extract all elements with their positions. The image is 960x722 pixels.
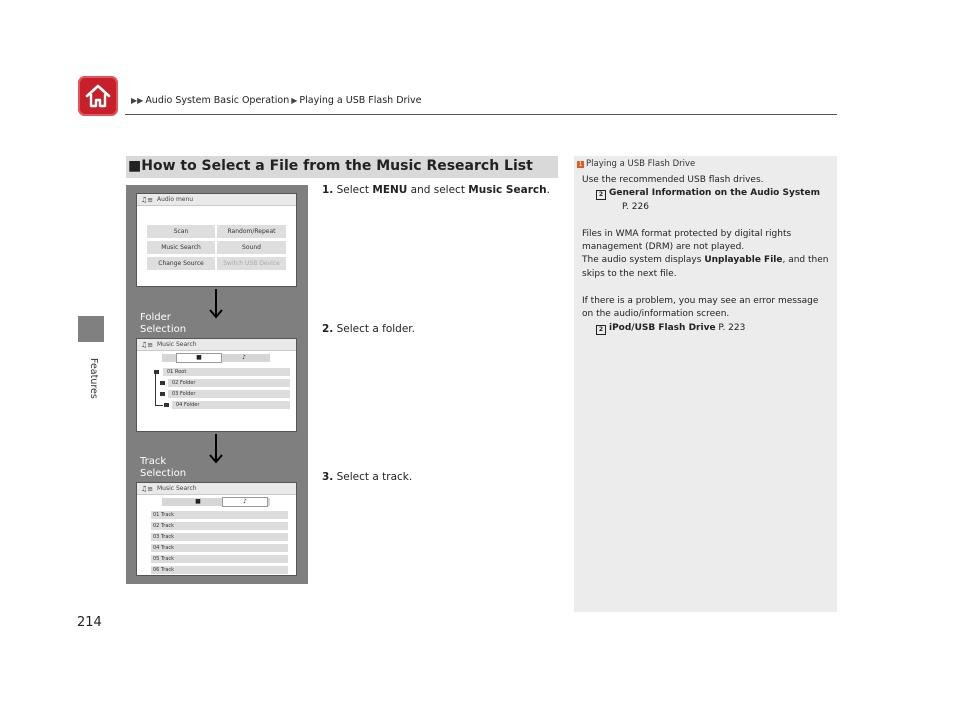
screen-titlebar — [137, 194, 296, 206]
switch-usb-device-button: Switch USB Device — [217, 257, 286, 270]
note-reference-page: P. 226 — [622, 202, 649, 212]
note-icon: ♪ — [242, 354, 246, 361]
reference-icon: 2 — [596, 325, 606, 335]
step-text: Select a track. — [336, 471, 413, 483]
folder-label-line2: Selection — [140, 324, 187, 335]
row-label: 06 Track — [153, 567, 175, 573]
note-line: If there is a problem, you may see an error message — [582, 296, 819, 306]
step-text: . — [546, 184, 550, 196]
note-reference[interactable] — [596, 322, 745, 336]
folder-selection-label — [140, 312, 186, 336]
list-item[interactable] — [151, 522, 288, 530]
row-label: 04 Track — [153, 545, 175, 551]
folder-search-screen — [136, 338, 297, 432]
row-label: 03 Folder — [172, 391, 196, 397]
step-number: 3. — [322, 471, 334, 483]
step-text: and select — [407, 184, 469, 196]
row-label: 01 Track — [153, 512, 175, 518]
breadcrumb-item-audio-basic[interactable]: Audio System Basic Operation — [145, 95, 290, 106]
change-source-button[interactable]: Change Source — [147, 257, 215, 270]
reference-icon: 2 — [596, 190, 606, 200]
music-note-icon: ♫≡ — [141, 341, 154, 349]
screen-title: Music Search — [157, 341, 197, 348]
screen-titlebar — [137, 483, 296, 495]
tab-folder[interactable] — [176, 353, 222, 363]
folder-icon — [160, 381, 165, 385]
note-line: on the audio/information screen. — [582, 309, 730, 319]
step-1 — [322, 184, 550, 196]
audio-menu-screen — [136, 193, 297, 287]
down-arrow-icon — [206, 289, 226, 319]
breadcrumb-item-usb[interactable]: Playing a USB Flash Drive — [299, 95, 422, 106]
track-search-screen — [136, 482, 297, 576]
tab-folder[interactable] — [176, 498, 220, 506]
screen-title: Audio menu — [157, 196, 194, 203]
list-item[interactable] — [168, 390, 290, 398]
track-label-line2: Selection — [140, 468, 187, 479]
row-label: 02 Folder — [172, 380, 196, 386]
note-sidebar — [574, 156, 837, 612]
reference-title: iPod/USB Flash Drive — [609, 323, 716, 333]
track-selection-label — [140, 456, 186, 480]
note-text-part: The audio system displays — [582, 255, 705, 265]
scan-button[interactable]: Scan — [147, 225, 215, 238]
folder-icon — [154, 370, 159, 374]
screen-titlebar — [137, 339, 296, 351]
note-icon: ♪ — [243, 498, 247, 505]
note-title — [577, 159, 695, 169]
search-tab-row — [162, 498, 270, 506]
home-button[interactable] — [78, 76, 118, 116]
breadcrumb-arrow: ▶▶ — [131, 96, 144, 105]
note-text-part: , and then — [782, 255, 829, 265]
step-bold: MENU — [372, 184, 408, 196]
folder-icon — [164, 403, 169, 407]
breadcrumb-arrow: ▶ — [291, 96, 298, 105]
music-search-button[interactable]: Music Search — [147, 241, 215, 254]
page-number: 214 — [77, 615, 102, 630]
section-title: ■How to Select a File from the Music Research List — [128, 158, 533, 174]
search-tab-row — [162, 354, 270, 362]
step-text: Select — [336, 184, 373, 196]
note-line: management (DRM) are not played. — [582, 242, 745, 252]
row-label: 04 Folder — [176, 402, 200, 408]
note-reference[interactable] — [596, 187, 820, 201]
folder-icon — [160, 392, 165, 396]
figure-panel — [126, 185, 308, 584]
note-line: skips to the next file. — [582, 269, 677, 279]
section-heading — [126, 156, 558, 178]
tab-track[interactable] — [222, 497, 268, 507]
step-3 — [322, 471, 412, 483]
note-text-bold: Unplayable File — [704, 255, 783, 265]
step-2 — [322, 323, 415, 335]
tree-connector — [155, 405, 163, 406]
track-label-line1: Track — [140, 456, 167, 467]
list-item[interactable] — [172, 401, 290, 409]
note-line — [582, 254, 828, 268]
folder-icon: ■ — [195, 498, 201, 505]
row-label: 02 Track — [153, 523, 175, 529]
side-tab-label: Features — [88, 358, 99, 399]
breadcrumb — [129, 95, 422, 106]
row-label: 01 Root — [167, 369, 187, 375]
screen-title: Music Search — [157, 485, 197, 492]
note-line: Use the recommended USB flash drives. — [582, 175, 764, 185]
step-number: 2. — [322, 323, 334, 335]
header-divider — [125, 114, 837, 115]
home-icon — [78, 76, 118, 116]
list-item[interactable] — [151, 511, 288, 519]
note-title-text: Playing a USB Flash Drive — [586, 159, 696, 169]
folder-icon: ■ — [196, 354, 202, 361]
side-tab-marker — [78, 316, 104, 342]
row-label: 03 Track — [153, 534, 175, 540]
list-item[interactable] — [151, 566, 288, 574]
reference-page: P. 223 — [718, 323, 746, 333]
tab-track[interactable] — [222, 354, 266, 362]
list-item[interactable] — [151, 544, 288, 552]
step-bold: Music Search — [468, 184, 547, 196]
list-item[interactable] — [151, 533, 288, 541]
music-note-icon: ♫≡ — [141, 196, 154, 204]
folder-label-line1: Folder — [140, 312, 171, 323]
sound-button[interactable]: Sound — [217, 241, 286, 254]
list-item[interactable] — [163, 368, 290, 376]
step-text: Select a folder. — [336, 323, 415, 335]
list-item[interactable] — [151, 555, 288, 563]
down-arrow-icon — [206, 434, 226, 464]
note-line: Files in WMA format protected by digital rights — [582, 229, 792, 239]
music-note-icon: ♫≡ — [141, 485, 154, 493]
step-number: 1. — [322, 184, 334, 196]
reference-title: General Information on the Audio System — [609, 188, 820, 198]
tree-connector — [155, 373, 156, 405]
row-label: 05 Track — [153, 556, 175, 562]
note-marker-icon: 1 — [578, 161, 583, 168]
list-item[interactable] — [168, 379, 290, 387]
random-repeat-button[interactable]: Random/Repeat — [217, 225, 286, 238]
